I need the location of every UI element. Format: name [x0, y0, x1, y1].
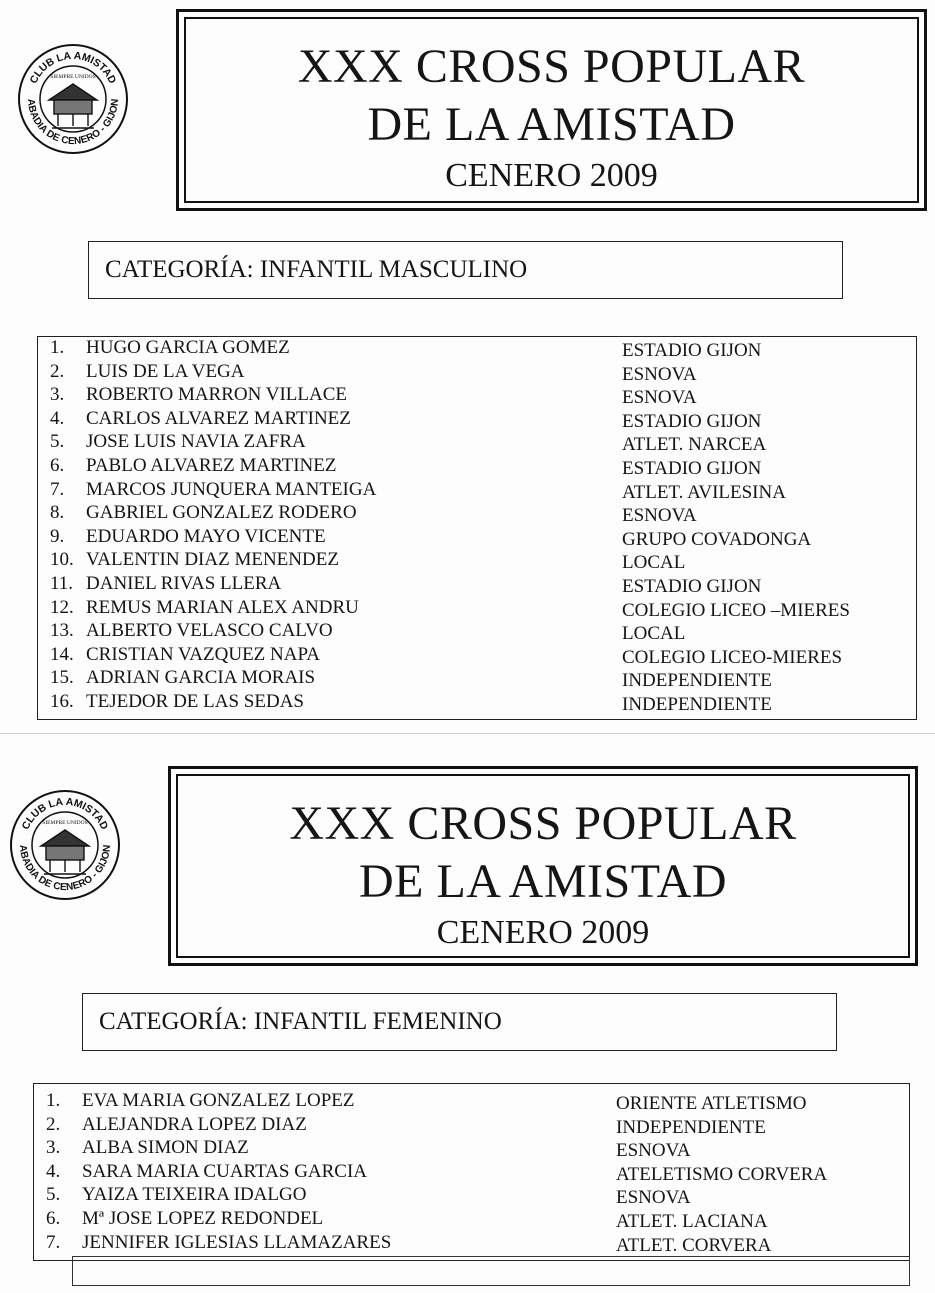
result-row: [38, 502, 916, 526]
logo-bottom-text: ABADIA DE CENERO - GIJON: [24, 98, 122, 148]
club-name: ESTADIO GIJON: [622, 458, 762, 479]
position-number: 1.: [46, 1090, 61, 1111]
club-name: ATLET. CORVERA: [616, 1234, 772, 1256]
horreo-icon: [49, 84, 97, 128]
category-label: CATEGORÍA: INFANTIL MASCULINO: [88, 241, 843, 299]
position-number: 1.: [50, 337, 65, 358]
category-label: CATEGORÍA: INFANTIL FEMENINO: [82, 993, 837, 1051]
athlete-name: PABLO ALVAREZ MARTINEZ: [86, 455, 337, 476]
athlete-name: HUGO GARCIA GOMEZ: [86, 337, 290, 358]
result-row: [38, 667, 916, 691]
result-row: [38, 337, 916, 361]
result-row: [34, 1184, 909, 1208]
result-row: [38, 479, 916, 503]
position-number: 2.: [50, 360, 65, 382]
position-number: 5.: [50, 431, 65, 453]
result-row: [34, 1232, 909, 1256]
result-row: [38, 644, 916, 668]
athlete-name: LUIS DE LA VEGA: [86, 360, 245, 382]
athlete-name: JOSE LUIS NAVIA ZAFRA: [86, 431, 306, 453]
athlete-name: SARA MARIA CUARTAS GARCIA: [82, 1160, 368, 1182]
position-number: 6.: [50, 455, 65, 476]
position-number: 10.: [50, 549, 74, 571]
club-logo: [8, 788, 122, 902]
position-number: 7.: [50, 478, 65, 500]
logo-motto: SIEMPRE UNIDOS: [42, 820, 88, 826]
athlete-name: TEJEDOR DE LAS SEDAS: [86, 691, 304, 712]
result-row: [34, 1161, 909, 1185]
athlete-name: Mª JOSE LOPEZ REDONDEL: [82, 1208, 324, 1229]
result-row: [34, 1114, 909, 1138]
event-title: XXX CROSS POPULAR: [289, 797, 797, 850]
athlete-name: ALBERTO VELASCO CALVO: [86, 620, 333, 642]
position-number: 7.: [46, 1231, 61, 1253]
result-row: [34, 1137, 909, 1161]
club-name: ATLET. NARCEA: [622, 434, 767, 456]
result-row: [34, 1208, 909, 1232]
club-name: ESNOVA: [622, 387, 697, 409]
result-row: [38, 408, 916, 432]
athlete-name: CRISTIAN VAZQUEZ NAPA: [86, 643, 321, 665]
club-name: ATELETISMO CORVERA: [616, 1163, 828, 1185]
position-number: 5.: [46, 1184, 61, 1206]
event-subtitle: DE LA AMISTAD: [367, 98, 736, 151]
position-number: 11.: [50, 573, 74, 594]
logo-bottom-text: ABADIA DE CENERO - GIJON: [16, 844, 114, 894]
club-name: LOCAL: [622, 552, 686, 574]
athlete-name: EDUARDO MAYO VICENTE: [86, 525, 326, 547]
club-name: ATLET. LACIANA: [616, 1211, 768, 1232]
result-row: [38, 549, 916, 573]
club-logo: [16, 42, 130, 156]
club-name: ESNOVA: [616, 1187, 691, 1209]
logo-top-text: CLUB LA AMISTAD: [19, 795, 111, 832]
results-list: [37, 336, 917, 720]
position-number: 15.: [50, 667, 74, 689]
athlete-name: ALEJANDRA LOPEZ DIAZ: [82, 1113, 307, 1135]
event-edition: CENERO 2009: [436, 914, 650, 951]
position-number: 16.: [50, 691, 74, 712]
result-row: [38, 597, 916, 621]
club-name: ESTADIO GIJON: [622, 576, 762, 597]
club-name: LOCAL: [622, 623, 686, 645]
title-frame: [168, 766, 918, 966]
result-row: [38, 526, 916, 550]
position-number: 2.: [46, 1113, 61, 1135]
club-name: INDEPENDIENTE: [622, 694, 772, 715]
result-row: [34, 1090, 909, 1114]
event-title: XXX CROSS POPULAR: [297, 40, 806, 93]
position-number: 9.: [50, 525, 65, 547]
position-number: 12.: [50, 596, 74, 618]
title-frame: [176, 9, 927, 211]
club-name: INDEPENDIENTE: [616, 1116, 766, 1138]
athlete-name: EVA MARIA GONZALEZ LOPEZ: [82, 1090, 355, 1111]
position-number: 4.: [50, 407, 65, 429]
results-list: [33, 1083, 910, 1261]
club-name: ESNOVA: [622, 505, 697, 527]
club-name: ESTADIO GIJON: [622, 340, 762, 361]
club-name: ESNOVA: [622, 363, 697, 385]
position-number: 3.: [46, 1137, 61, 1159]
athlete-name: DANIEL RIVAS LLERA: [86, 573, 282, 594]
position-number: 6.: [46, 1208, 61, 1229]
result-row: [38, 620, 916, 644]
athlete-name: ADRIAN GARCIA MORAIS: [86, 667, 316, 689]
athlete-name: MARCOS JUNQUERA MANTEIGA: [86, 478, 377, 500]
position-number: 4.: [46, 1160, 61, 1182]
result-row: [38, 455, 916, 479]
empty-box: [72, 1256, 910, 1286]
club-name: ORIENTE ATLETISMO: [616, 1093, 807, 1114]
club-name: ESNOVA: [616, 1140, 691, 1162]
athlete-name: REMUS MARIAN ALEX ANDRU: [86, 596, 359, 618]
club-name: ESTADIO GIJON: [622, 410, 762, 432]
athlete-name: CARLOS ALVAREZ MARTINEZ: [86, 407, 351, 429]
club-name: COLEGIO LICEO –MIERES: [622, 599, 850, 621]
athlete-name: ALBA SIMON DIAZ: [82, 1137, 249, 1159]
athlete-name: YAIZA TEIXEIRA IDALGO: [82, 1184, 307, 1206]
bottom-results-sheet: [0, 734, 935, 1293]
position-number: 13.: [50, 620, 74, 642]
result-row: [38, 384, 916, 408]
logo-top-text: CLUB LA AMISTAD: [27, 49, 119, 86]
athlete-name: ROBERTO MARRON VILLACE: [86, 384, 348, 406]
athlete-name: GABRIEL GONZALEZ RODERO: [86, 502, 357, 524]
result-row: [38, 431, 916, 455]
horreo-icon: [41, 830, 89, 874]
position-number: 3.: [50, 384, 65, 406]
logo-motto: SIEMPRE UNIDOS: [50, 74, 96, 80]
event-edition: CENERO 2009: [445, 157, 658, 194]
position-number: 8.: [50, 502, 65, 524]
athlete-name: VALENTIN DIAZ MENENDEZ: [86, 549, 339, 571]
position-number: 14.: [50, 643, 74, 665]
result-row: [38, 361, 916, 385]
athlete-name: JENNIFER IGLESIAS LLAMAZARES: [82, 1231, 392, 1253]
event-subtitle: DE LA AMISTAD: [359, 855, 727, 908]
club-name: COLEGIO LICEO-MIERES: [622, 646, 843, 668]
result-row: [38, 573, 916, 597]
club-name: ATLET. AVILESINA: [622, 481, 786, 503]
result-row: [38, 691, 916, 715]
club-name: GRUPO COVADONGA: [622, 528, 812, 550]
club-name: INDEPENDIENTE: [622, 670, 772, 692]
